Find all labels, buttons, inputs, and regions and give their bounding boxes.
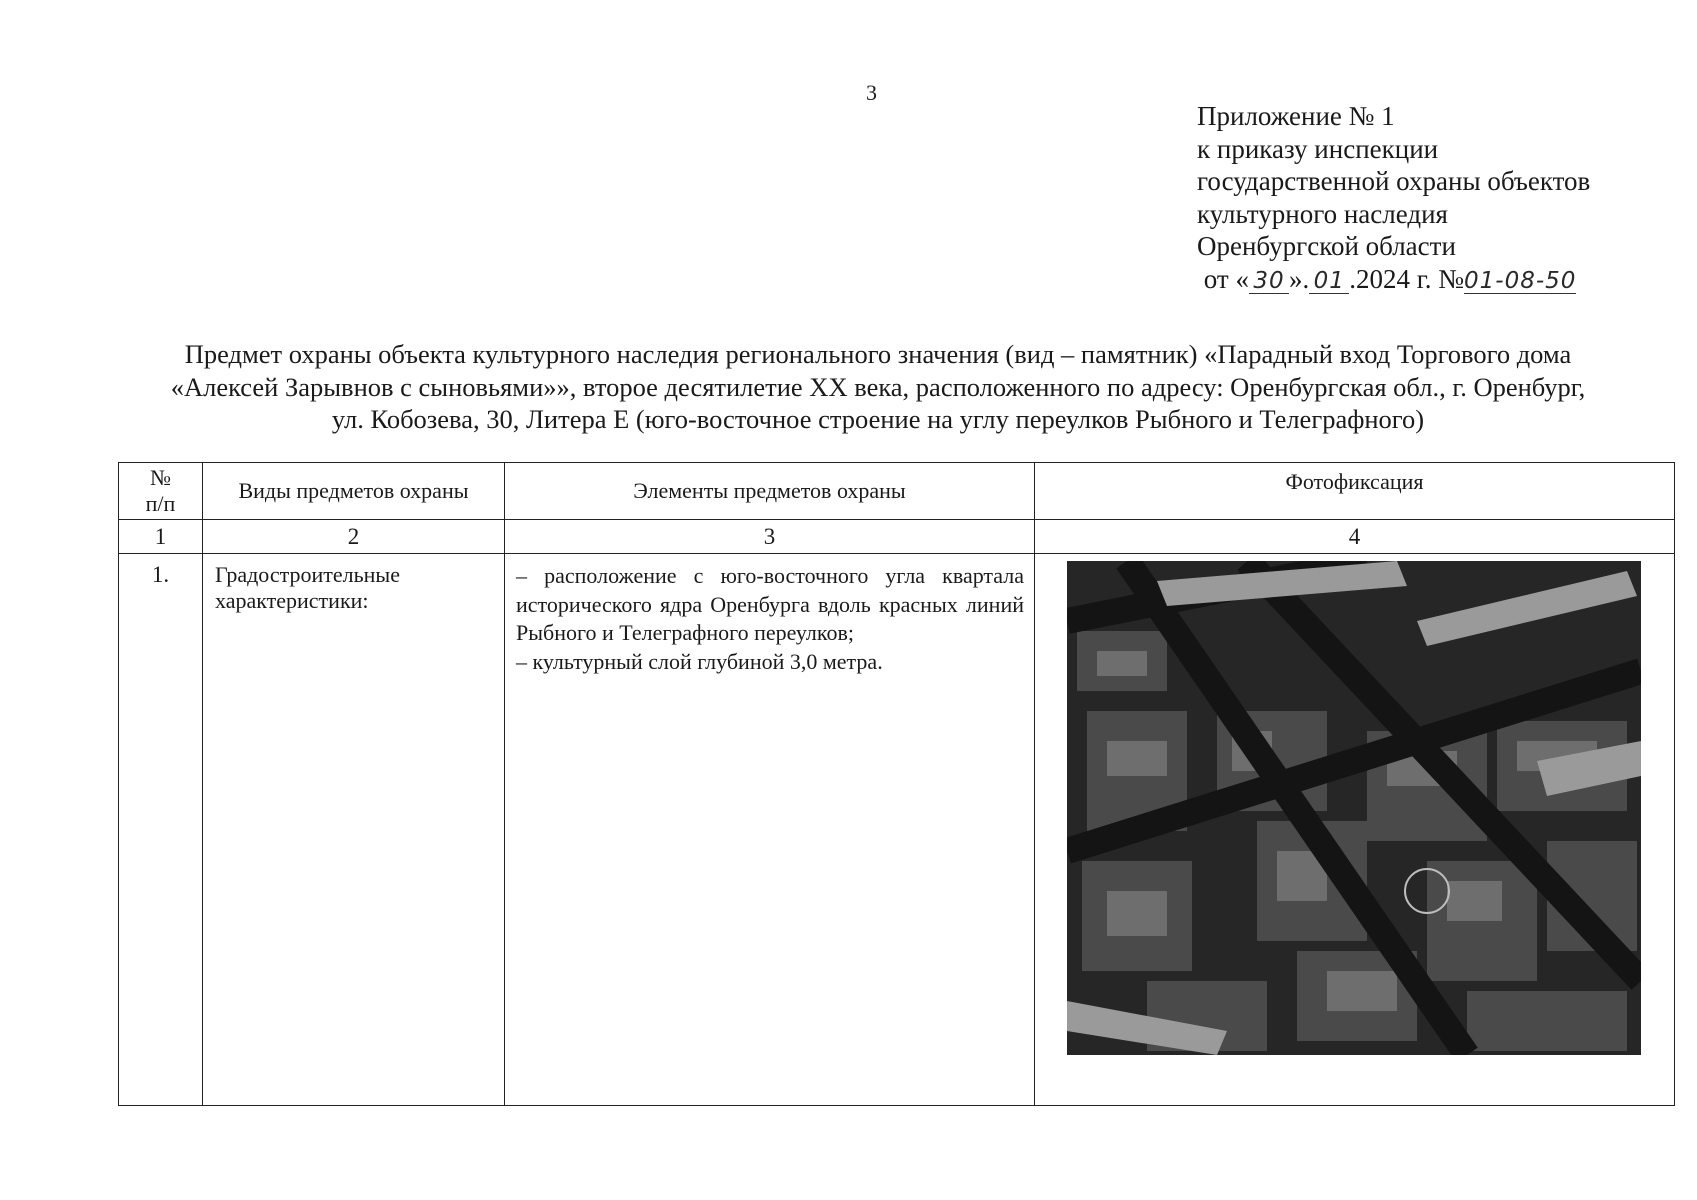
title-line: ул. Кобозева, 30, Литера Е (юго-восточное строение на углу переулков Рыбного и Телеграфного) xyxy=(331,404,1425,434)
column-number: 1 xyxy=(119,520,203,554)
column-number: 4 xyxy=(1035,520,1675,554)
appendix-line: государственной охраны объектов xyxy=(1197,166,1591,196)
table-header-row xyxy=(119,463,1675,520)
appendix-line: Приложение № 1 xyxy=(1197,101,1395,131)
handwritten-day: 30 xyxy=(1249,269,1289,294)
title-line: «Алексей Зарывнов с сыновьями»», второе десятилетие XX века, расположенного по адресу: Оренбургская обл., г. Оренбург, xyxy=(170,371,1586,402)
column-number: 3 xyxy=(505,520,1035,554)
handwritten-order-number: 01-08-50 xyxy=(1464,267,1577,294)
date-year: .2024 г. № xyxy=(1349,263,1464,294)
aerial-photo xyxy=(1067,561,1641,1055)
protection-subject-table xyxy=(118,462,1675,1106)
row-number: 1. xyxy=(119,554,203,1106)
column-number-row xyxy=(119,520,1675,554)
header-types: Виды предметов охраны xyxy=(203,463,505,520)
column-number: 2 xyxy=(203,520,505,554)
element-item: – культурный слой глубиной 3,0 метра. xyxy=(516,648,883,674)
header-num: № п/п xyxy=(119,463,203,520)
title-line: Предмет охраны объекта культурного наследия регионального значения (вид – памятник) «Парадный вход Торгового дома xyxy=(184,339,1572,369)
page-number: 3 xyxy=(866,80,877,105)
appendix-line: к приказу инспекции xyxy=(1197,133,1439,164)
table-row xyxy=(119,554,1675,1106)
header-photo: Фотофиксация xyxy=(1035,463,1675,520)
date-prefix: от « xyxy=(1203,263,1249,294)
photo-cell xyxy=(1035,554,1675,1106)
appendix-line: культурного наследия xyxy=(1197,198,1448,229)
element-item: – расположение с юго-восточного угла квартала исторического ядра Оренбурга вдоль красных линий Рыбного и Телеграфного переулков; xyxy=(516,563,1024,645)
appendix-line: Оренбургской области xyxy=(1197,231,1456,261)
order-date-line xyxy=(1197,263,1667,296)
protection-elements xyxy=(505,554,1035,1106)
handwritten-month: 01 xyxy=(1309,269,1349,294)
protection-type: Градостроительные характеристики: xyxy=(203,554,505,1106)
header-elements: Элементы предметов охраны xyxy=(505,463,1035,520)
date-separator: ». xyxy=(1288,263,1310,294)
appendix-block xyxy=(1197,100,1667,295)
document-title xyxy=(108,338,1648,436)
